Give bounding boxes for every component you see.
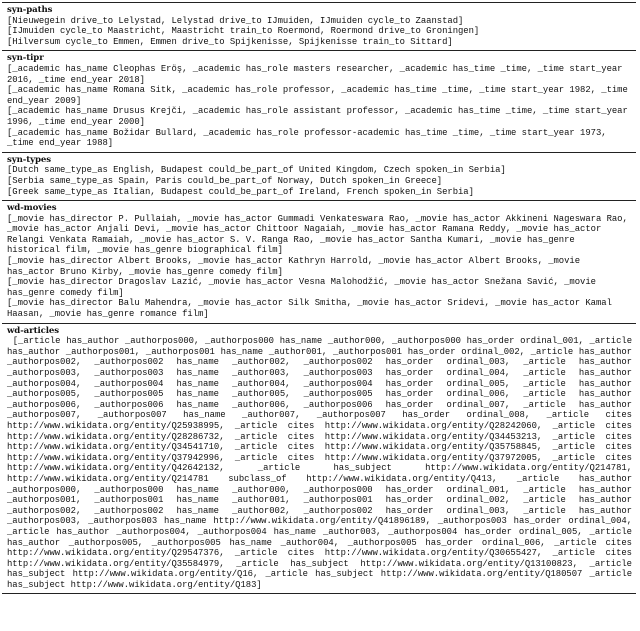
list-item: [Hilversum cycle_to Emmen, Emmen drive_to Spijkenisse, Spijkenisse train_to Sittard] [7,36,453,47]
section-syn-types [2,152,636,200]
list-item: [Greek same_type_as Italian, Budapest could_be_part_of Ireland, French spoken_in Serbia] [7,186,474,197]
section-title: syn-paths [7,5,53,15]
section-title: wd-movies [7,203,57,214]
list-item: [_movie has_director Balu Mahendra, _movie has_actor Silk Smitha, _movie has_actor Sridevi, _movie has_actor Kamal Haasan, _movie has_genre romance film] [7,298,618,320]
list-item: [_academic has_name Cleophas Eröş, _academic has_role masters researcher, _academic has_time _time, _time start_year 2016, _time end_year 2018] [7,63,628,85]
list-item: [_movie has_director Albert Brooks, _movie has_actor Kathryn Harrold, _movie has_actor Albert Brooks, _movie has_actor Bruno Kirby, _movie has_genre comedy film] [7,256,586,277]
section-title: syn-types [7,154,52,165]
examples-table [2,2,636,594]
list-item: [_academic has_name Božidar Bullard, _academic has_role professor-academic has_time _time, _time start_year 1973, _time end_year 1988] [7,127,612,149]
list-item: [Dutch same_type_as English, Budapest could_be_part_of United Kingdom, Czech spoken_in Serbia] [7,165,506,176]
list-item: [_article has_author _authorpos000, _authorpos000 has_name _author000, _authorpos000 has_order ordinal_001, _article has_author _authorpos001, _authorpos001 has_name _author001, _authorpos001 has_order ordinal_002, _article has_author _authorpos002, _authorpos002 has_name _author002, _authorpos002 has_order ordinal_003, _article has_author _authorpos003, _authorpos003 has_name _author003, _authorpos003 has_order ordinal_004, _article has_author _authorpos004, _authorpos004 has_name _author004, _authorpos004 has_order ordinal_005, _article has_author _authorpos005, _authorpos005 has_name _author005, _authorpos005 has_order ordinal_006, _article has_author _authorpos006, _authorpos006 has_name _author006, _authorpos006 has_order ordinal_007, _article has_author _authorpos007, _authorpos007 has_name _author007, _authorpos007 has_order ordinal_008, _article cites http://www.wikidata.org/entity/Q25938995, _article cites http://www.wikidata.org/entity/Q28242060, _article cites http://www.wikidata.org/entity/Q28286732, _article cites http://www.wikidata.org/entity/Q34453213, _article cites http://www.wikidata.org/entity/Q34541710, _article cites http://www.wikidata.org/entity/Q35758845, _article cites http://www.wikidata.org/entity/Q37942996, _article cites http://www.wikidata.org/entity/Q37972005, _article cites http://www.wikidata.org/entity/Q42642132, _article has_subject http://www.wikidata.org/entity/Q214781, http://www.wikidata.org/entity/Q214781 subclass_of http://www.wikidata.org/entity/Q413, _article has_author _authorpos000, _authorpos000 has_name _author000, _authorpos000 has_order ordinal_001, _article has_author _authorpos001, _authorpos001 has_name _author001, _authorpos001 has_order ordinal_002, _article has_author _authorpos002, _authorpos002 has_name _author002, _authorpos002 has_order ordinal_003, _article has_author _authorpos003, _authorpos003 has_name http://www.wikidata.org/entity/Q41896189, _authorpos003 has_order ordinal_004, _article has_author _authorpos004, _authorpos004 has_name _author003, _authorpos004 has_order ordinal_005, _article has_author _authorpos005, _authorpos005 has_name _author004, _authorpos005 has_order ordinal_006, _article cites http://www.wikidata.org/entity/Q29547376, _article cites http://www.wikidata.org/entity/Q30655427, _article cites http://www.wikidata.org/entity/Q35584979, _article has_subject http://www.wikidata.org/entity/Q13100823, _article has_subject http://www.wikidata.org/entity/Q16, _article has_subject http://www.wikidata.org/entity/Q180507 _article has_subject http://www.wikidata.org/entity/Q183] [7,336,638,590]
list-item: [_movie has_director P. Pullaiah, _movie has_actor Gummadi Venkateswara Rao, _movie has_actor Akkineni Nageswara Rao, _movie has_actor Anjali Devi, _movie has_actor Chittoor Nagaiah, _movie has_actor Ramana Reddy, _movie has_actor Relangi Venkata Ramaiah, _movie has_actor S. V. Ranga Rao, _movie has_actor Santha Kumari, _movie has_genre historical film, _movie has_genre biographical film] [7,213,634,256]
list-item: [_academic has_name Romana Sitk, _academic has_role professor, _academic has_time _time, _time start_year 1982, _time end_year 2009] [7,85,634,106]
section-title: wd-articles [7,325,60,336]
section-syn-paths [2,2,636,50]
section-wd-articles [2,323,636,595]
list-item: [Serbia same_type_as Spain, Paris could_be_part_of Norway, Dutch spoken_in Greece] [7,175,443,186]
section-wd-movies [2,200,636,323]
list-item: [_academic has_name Drusus Krejči, _academic has_role assistant professor, _academic has_time _time, _time start_year 1996, _time end_year 2000] [7,106,634,127]
section-title: syn-tipr [7,53,44,64]
list-item: [_movie has_director Dragoslav Lazić, _movie has_actor Vesna Malohodžić, _movie has_actor Snežana Savić, _movie has_genre comedy film] [7,277,602,298]
section-syn-tipr [2,50,636,151]
list-item: [Nieuwegein drive_to Lelystad, Lelystad drive_to IJmuiden, IJmuiden cycle_to Zaanstad] [7,15,464,26]
list-item: [IJmuiden cycle_to Maastricht, Maastricht train_to Roermond, Roermond drive_to Groningen] [7,26,480,37]
